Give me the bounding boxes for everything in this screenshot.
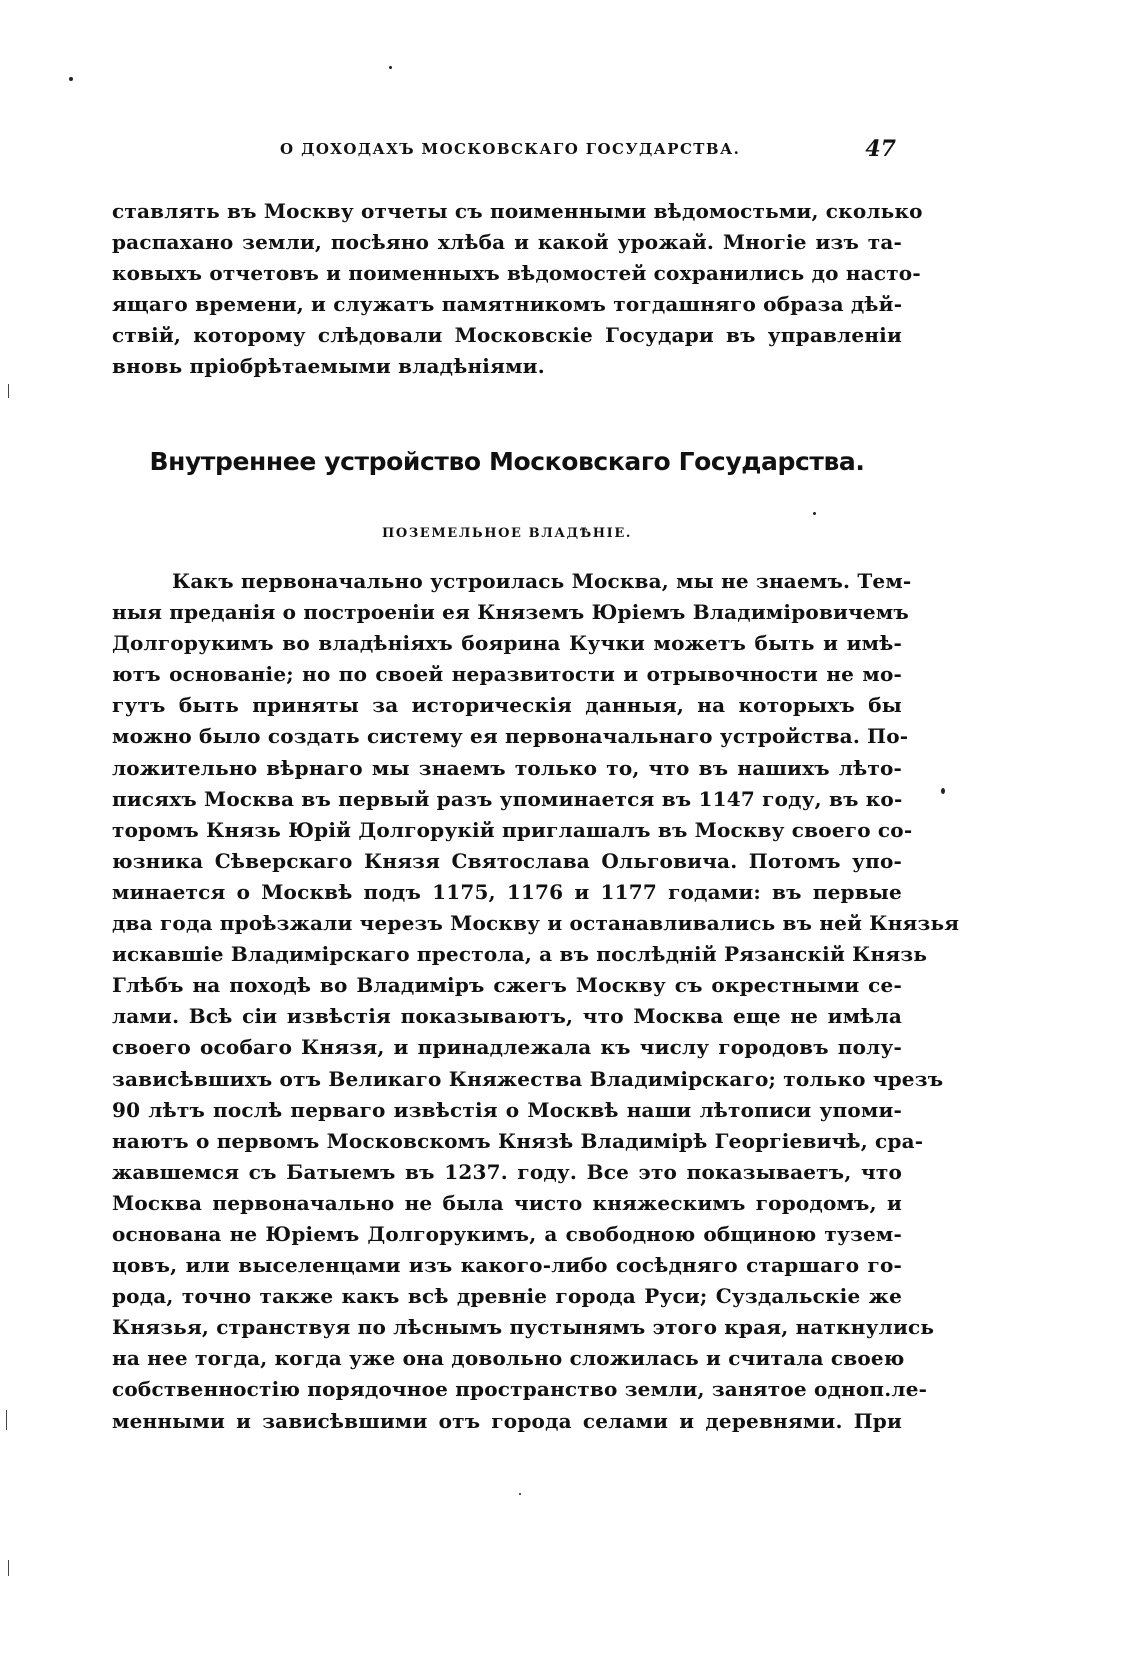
text-line: писяхъ Москва въ первый разъ упоминается въ 1147 году, въ ко- <box>112 786 903 811</box>
text-line: минается о Москвѣ подъ 1175, 1176 и 1177 годами: въ первые <box>112 879 902 904</box>
text-line: ныя преданія о построеніи ея Княземъ Юріемъ Владиміровичемъ <box>112 600 909 625</box>
text-line: на нее тогда, когда уже она довольно сложилась и считала своею <box>112 1346 905 1371</box>
scan-margin-line <box>6 1410 7 1430</box>
text-line: ютъ основаніе; но по своей неразвитости и отрывочности не мо- <box>112 662 902 687</box>
text-line: Какъ первоначально устроилась Москва, мы не знаемъ. Тем- <box>172 569 912 593</box>
text-line: можно было создать систему ея первоначальнаго устройства. По- <box>112 724 909 749</box>
text-line: жавшемся съ Батыемъ въ 1237. году. Все это показываетъ, что <box>112 1159 902 1184</box>
text-line: зависѣвшихъ отъ Великаго Княжества Владимірскаго; только чрезъ <box>112 1066 944 1091</box>
text-line: цовъ, или выселенцами изъ какого-либо сосѣдняго старшаго го- <box>112 1253 902 1278</box>
print-speck <box>69 77 73 81</box>
running-title: О ДОХОДАХЪ МОСКОВСКАГО ГОСУДАРСТВА. <box>280 140 741 158</box>
text-line: два года проѣзжали черезъ Москву и останавливались въ ней Князья <box>112 911 960 936</box>
text-line: ящаго времени, и служатъ памятникомъ тогдашняго образа дѣй- <box>112 292 903 317</box>
print-speck <box>519 1493 521 1495</box>
text-line: юзника Сѣверскаго Князя Святослава Ольговича. Потомъ упо- <box>112 848 902 873</box>
text-line: собственностію порядочное пространство земли, занятое одноп.ле- <box>112 1377 928 1402</box>
text-line: ствій, которому слѣдовали Московскіе Государи въ управленіи <box>112 323 902 348</box>
section-title: Внутреннее устройство Московскаго Государства. <box>149 447 865 476</box>
text-line: менными и зависѣвшими отъ города селами и деревнями. При <box>112 1408 902 1433</box>
page-number: 47 <box>865 136 896 162</box>
text-line: Глѣбъ на походѣ во Владиміръ сжегъ Москву съ окрестными се- <box>112 973 902 998</box>
print-speck <box>813 512 816 515</box>
text-line: торомъ Князь Юрій Долгорукій приглашалъ въ Москву своего со- <box>112 817 913 842</box>
print-speck <box>941 788 945 794</box>
main-paragraph <box>112 566 960 1437</box>
text-line: своего особаго Князя, и принадлежала къ числу городовъ полу- <box>112 1035 902 1060</box>
text-line: ковыхъ отчетовъ и поименныхъ вѣдомостей сохранились до насто- <box>112 261 921 286</box>
text-line: искавшіе Владимірскаго престола, а въ послѣдній Рязанскій Князь <box>112 942 928 967</box>
print-speck <box>389 66 392 69</box>
text-line: Долгорукимъ во владѣніяхъ боярина Кучки можетъ быть и имѣ- <box>112 631 902 656</box>
text-line: лами. Всѣ сіи извѣстія показываютъ, что Москва еще не имѣла <box>112 1004 902 1029</box>
text-line: рода, точно также какъ всѣ древніе города Руси; Суздальскіе же <box>112 1284 902 1309</box>
text-line: ставлять въ Москву отчеты съ поименными вѣдомостьми, сколько <box>112 199 923 223</box>
top-paragraph <box>112 196 923 383</box>
text-line: Князья, странствуя по лѣснымъ пустынямъ этого края, наткнулись <box>112 1315 935 1340</box>
text-line: основана не Юріемъ Долгорукимъ, а свободною общиною тузем- <box>112 1221 902 1246</box>
text-line: вновь пріобрѣтаемыми владѣніями. <box>112 354 545 379</box>
subsection-title: ПОЗЕМЕЛЬНОЕ ВЛАДѢНІЕ. <box>382 526 632 541</box>
text-line: распахано земли, посѣяно хлѣба и какой урожай. Многіе изъ та- <box>112 230 902 255</box>
text-line: Москва первоначально не была чисто княжескимъ городомъ, и <box>112 1190 902 1215</box>
scan-margin-line <box>8 384 9 398</box>
text-line: гутъ быть приняты за историческія данныя, на которыхъ бы <box>112 693 902 718</box>
text-line: 90 лѣтъ послѣ перваго извѣстія о Москвѣ наши лѣтописи упоми- <box>112 1097 902 1122</box>
text-line: ложительно вѣрнаго мы знаемъ только то, что въ нашихъ лѣто- <box>112 755 902 780</box>
running-head <box>112 136 902 166</box>
scan-margin-line <box>8 1560 9 1576</box>
text-line: наютъ о первомъ Московскомъ Князѣ Владимірѣ Георгіевичѣ, сра- <box>112 1128 924 1153</box>
